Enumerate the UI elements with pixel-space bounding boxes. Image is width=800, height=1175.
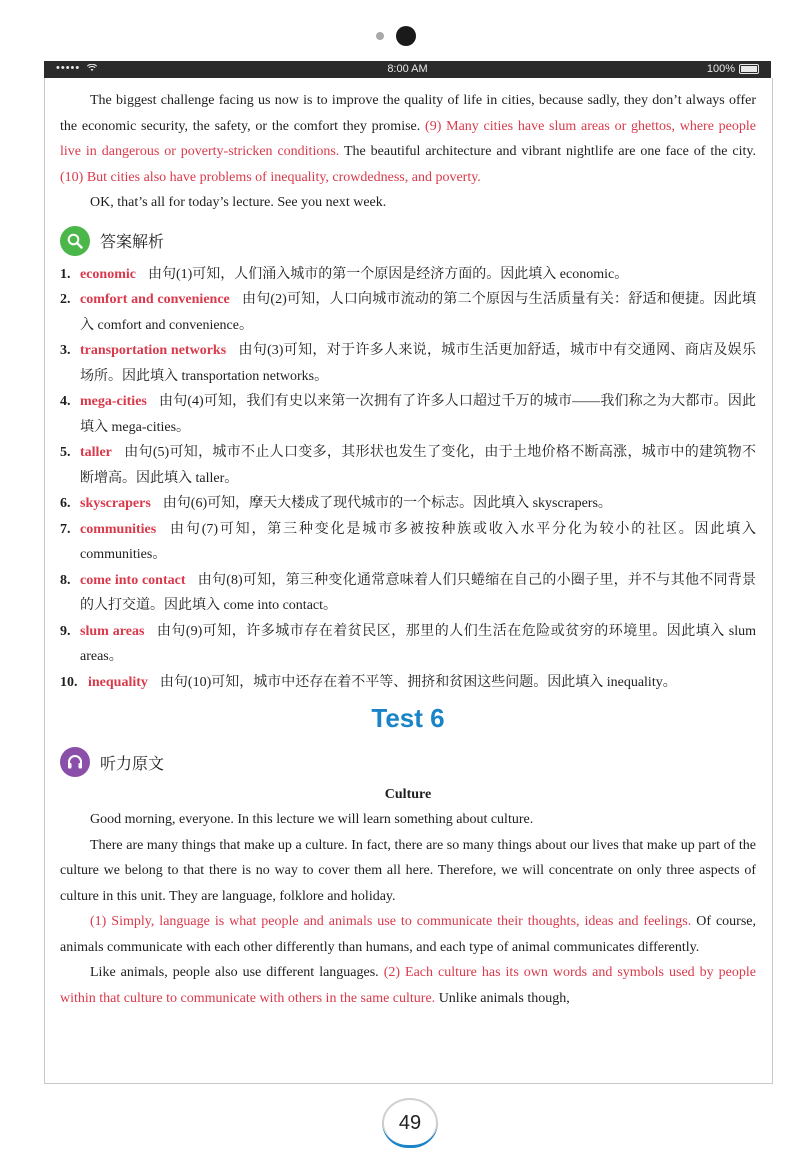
battery-percent: 100% (706, 63, 735, 75)
paragraph (60, 190, 756, 216)
answer-key: mega-cities (80, 394, 147, 409)
answer-section-title: 答案解析 (100, 232, 165, 251)
camera-lens (396, 26, 416, 46)
test-title: Test 6 (371, 703, 445, 733)
answer-body (80, 262, 756, 288)
answer-explanation: 由句(6)可知，摩天大楼成了现代城市的一个标志。因此填入 skyscrapers。 (162, 496, 612, 511)
paragraph (60, 909, 756, 960)
battery-status (707, 63, 759, 75)
paragraph (60, 807, 756, 833)
answer-item (60, 491, 756, 517)
answer-item (60, 262, 756, 288)
sentence: OK, that’s all for today’s lecture. See you next week. (90, 195, 387, 210)
paragraph (60, 88, 756, 190)
answer-number: 7. (60, 521, 71, 537)
sentence: There are many things that make up a culture. In fact, there are so many things about our lives that make up part of the culture we belong to that there is no way to cover them all here. Therefore, we will concentrate on only three aspects of culture in this unit. They are language, folklore and holiday. (60, 837, 756, 904)
status-time: 8:00 AM (387, 63, 428, 75)
answer-key: communities (80, 521, 157, 537)
answer-key: taller (80, 445, 112, 460)
answer-number: 2. (60, 292, 71, 307)
answer-number: 5. (60, 445, 71, 460)
answer-key: skyscrapers (80, 496, 151, 511)
answer-number: 9. (60, 623, 71, 639)
signal-dots: ••••• (56, 62, 81, 74)
answer-explanation: 由句(9)可知，许多城市存在着贫民区，那里的人们生活在危险或贫穷的环境里。因此填入 slum areas。 (80, 623, 756, 664)
answer-key: comfort and convenience (80, 292, 230, 307)
sentence: The beautiful architecture and vibrant nightlife are one face of the city. (339, 144, 756, 159)
answer-list (60, 262, 756, 696)
answer-body (80, 338, 756, 389)
answer-item (60, 517, 756, 568)
page-number: 49 (382, 1098, 438, 1148)
answer-body (80, 568, 756, 619)
answer-body (80, 491, 756, 517)
answer-item (60, 287, 756, 338)
answer-key: come into contact (80, 572, 186, 588)
answer-explanation: 由句(4)可知，我们有史以来第一次拥有了许多人口超过千万的城市——我们称之为大都市。因此填入 mega-cities。 (80, 394, 756, 435)
answer-body (80, 517, 756, 568)
sentence: Unlike animals though, (435, 990, 570, 1006)
sensor-dot (376, 32, 384, 40)
answer-key: economic (80, 266, 136, 282)
answer-number: 3. (60, 343, 71, 358)
answer-explanation: 由句(5)可知，城市不止人口变多，其形状也发生了变化，由于土地价格不断高涨，城市中的建筑物不断增高。因此填入 taller。 (80, 445, 756, 486)
answer-item (60, 619, 756, 670)
answer-number: 1. (60, 266, 71, 282)
highlighted-sentence: (10) But cities also have problems of inequality, crowdedness, and poverty. (60, 169, 481, 185)
intro-text (60, 88, 756, 216)
listening-section-title: 听力原文 (100, 753, 165, 773)
answer-number: 8. (60, 572, 71, 588)
paragraph (60, 960, 756, 1011)
answer-item (60, 389, 756, 440)
answer-section-header (60, 222, 756, 260)
page-content (60, 88, 756, 1011)
answer-body (80, 619, 756, 670)
answer-explanation: 由句(10)可知，城市中还存在着不平等、拥挤和贫困这些问题。因此填入 inequality。 (159, 674, 677, 690)
passage-text (60, 807, 756, 1011)
answer-body (80, 287, 756, 338)
answer-explanation: 由句(1)可知，人们涌入城市的第一个原因是经济方面的。因此填入 economic。 (147, 266, 629, 282)
sentence: Of course, animals communicate with each other differently than humans, and each type of animal communicates differently. (60, 914, 756, 955)
answer-number: 4. (60, 394, 71, 409)
battery-icon (739, 64, 759, 74)
answer-body (88, 670, 756, 696)
answer-explanation: 由句(3)可知，对于许多人来说，城市生活更加舒适，城市中有交通网、商店及娱乐场所。因此填入 transportation networks。 (80, 343, 756, 384)
answer-body (80, 389, 756, 440)
sentence: Good morning, everyone. In this lecture we will learn something about culture. (90, 812, 534, 827)
headphones-icon (60, 747, 90, 777)
answer-item (60, 440, 756, 491)
answer-key: inequality (88, 674, 148, 690)
status-bar (44, 61, 771, 78)
answer-key: transportation networks (80, 343, 227, 358)
answer-number: 10. (60, 674, 78, 690)
answer-item (60, 670, 756, 696)
paragraph (60, 833, 756, 910)
answer-item (60, 338, 756, 389)
answer-item (60, 568, 756, 619)
magnifier-icon (60, 226, 90, 256)
highlighted-sentence: (2) Each culture has its own words and symbols used by people within that culture to communicate with others in the same culture. (60, 965, 756, 1006)
answer-number: 6. (60, 496, 71, 511)
highlighted-sentence: (1) Simply, language is what people and animals use to communicate their thoughts, ideas and feelings. (90, 914, 692, 929)
highlighted-sentence: (9) Many cities have slum areas or ghettos, where people live in dangerous or poverty-stricken conditions. (60, 118, 756, 159)
passage-title: Culture (384, 787, 432, 802)
answer-explanation: 由句(7)可知，第三种变化是城市多被按种族或收入水平分化为较小的社区。因此填入 communities。 (80, 521, 756, 562)
sentence: Like animals, people also use different languages. (90, 965, 384, 980)
answer-body (80, 440, 756, 491)
answer-explanation: 由句(8)可知，第三种变化通常意味着人们只蜷缩在自己的小圈子里，并不与其他不同背景的人打交道。因此填入 come into contact。 (80, 572, 757, 613)
listening-section-header (60, 743, 756, 781)
sentence: The biggest challenge facing us now is to improve the quality of life in cities, because sadly, they don’t always offer the economic security, the safety, or the comfort they promise. (60, 93, 756, 134)
tablet-camera (376, 26, 426, 46)
answer-key: slum areas (80, 623, 145, 639)
answer-explanation: 由句(2)可知，人口向城市流动的第二个原因与生活质量有关：舒适和便捷。因此填入 comfort and convenience。 (80, 292, 756, 333)
